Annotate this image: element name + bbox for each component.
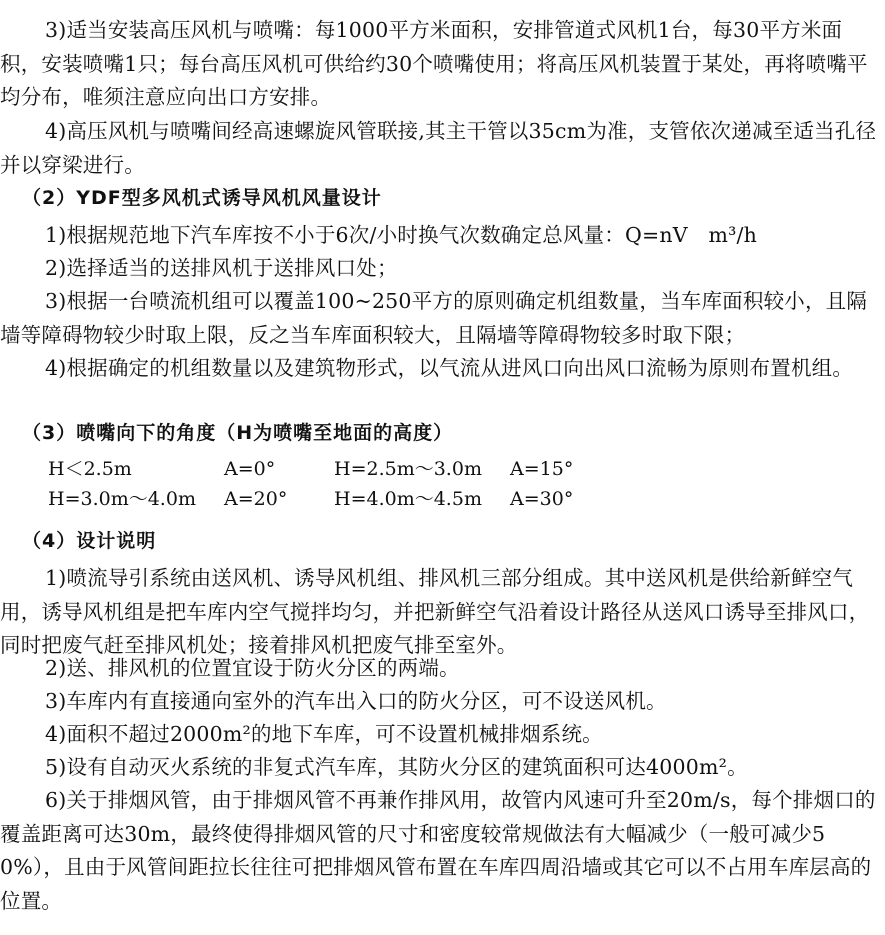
angle-row-2-height-a: H=3.0m～4.0m xyxy=(48,488,196,510)
section-2-item-1: 1)根据规范地下汽车库按不小于6次/小时换气次数确定总风量：Q=nV m³/h xyxy=(45,223,758,247)
section-2-item-3: 3)根据一台喷流机组可以覆盖100~250平方的原则确定机组数量，当车库面积较小，且隔墙等障碍物较少时取上限，反之当车库面积较大，且隔墙等障碍物较多时取下限； xyxy=(0,289,868,347)
section-4-item-6: 6)关于排烟风管，由于排烟风管不再兼作排风用，故管内风速可升至20m/s，每个排烟口的覆盖距离可达30m，最终使得排烟风管的尺寸和密度较常规做法有大幅减少（一般可减少50%），且由于风管间距拉长往往可把排烟风管布置在车库四周沿墙或其它可以不占用车库层高的位置。 xyxy=(0,788,876,913)
angle-row-1-angle-a: A=0° xyxy=(224,458,276,480)
angle-row-1-angle-b: A=15° xyxy=(510,458,574,480)
angle-row-2-height-b: H=4.0m～4.5m xyxy=(334,488,482,510)
section-4-item-4: 4)面积不超过2000m²的地下车库，可不设置机械排烟系统。 xyxy=(45,722,603,746)
angle-row-2-angle-b: A=30° xyxy=(510,488,574,510)
section-4-item-2: 2)送、排风机的位置宜设于防火分区的两端。 xyxy=(45,656,460,680)
section-4-heading: （4）设计说明 xyxy=(22,530,157,552)
section-2-item-4: 4)根据确定的机组数量以及建筑物形式，以气流从进风口向出风口流畅为原则布置机组。 xyxy=(45,356,854,380)
section-4-item-5: 5)设有自动灭火系统的非复式汽车库，其防火分区的建筑面积可达4000m²。 xyxy=(45,755,748,779)
section-2-heading: （2）YDF型多风机式诱导风机风量设计 xyxy=(22,187,382,209)
paragraph-4-duct-connection: 4)高压风机与喷嘴间经高速螺旋风管联接,其主干管以35cm为准，支管依次递减至适当孔径并以穿梁进行。 xyxy=(0,119,877,177)
section-4-item-3: 3)车库内有直接通向室外的汽车出入口的防火分区，可不设送风机。 xyxy=(45,689,667,713)
section-4-item-1: 1)喷流导引系统由送风机、诱导风机组、排风机三部分组成。其中送风机是供给新鲜空气用，诱导风机组是把车库内空气搅拌均匀，并把新鲜空气沿着设计路径从送风口诱导至排风口，同时把废气赶至排风机处；接着排风机把废气排至室外。 xyxy=(0,566,870,657)
angle-row-1-height-b: H=2.5m～3.0m xyxy=(334,458,482,480)
section-2-item-2: 2)选择适当的送排风机于送排风口处； xyxy=(45,256,398,280)
angle-row-1-height-a: H＜2.5m xyxy=(48,458,132,480)
paragraph-3-fan-nozzle-install: 3)适当安装高压风机与喷嘴：每1000平方米面积，安排管道式风机1台，每30平方米面积，安装喷嘴1只；每台高压风机可供给约30个喷嘴使用；将高压风机装置于某处，再将喷嘴平均分布，唯须注意应向出口方安排。 xyxy=(0,18,868,109)
angle-row-2-angle-a: A=20° xyxy=(224,488,288,510)
section-3-heading: （3）喷嘴向下的角度（H为喷嘴至地面的高度） xyxy=(22,422,454,444)
